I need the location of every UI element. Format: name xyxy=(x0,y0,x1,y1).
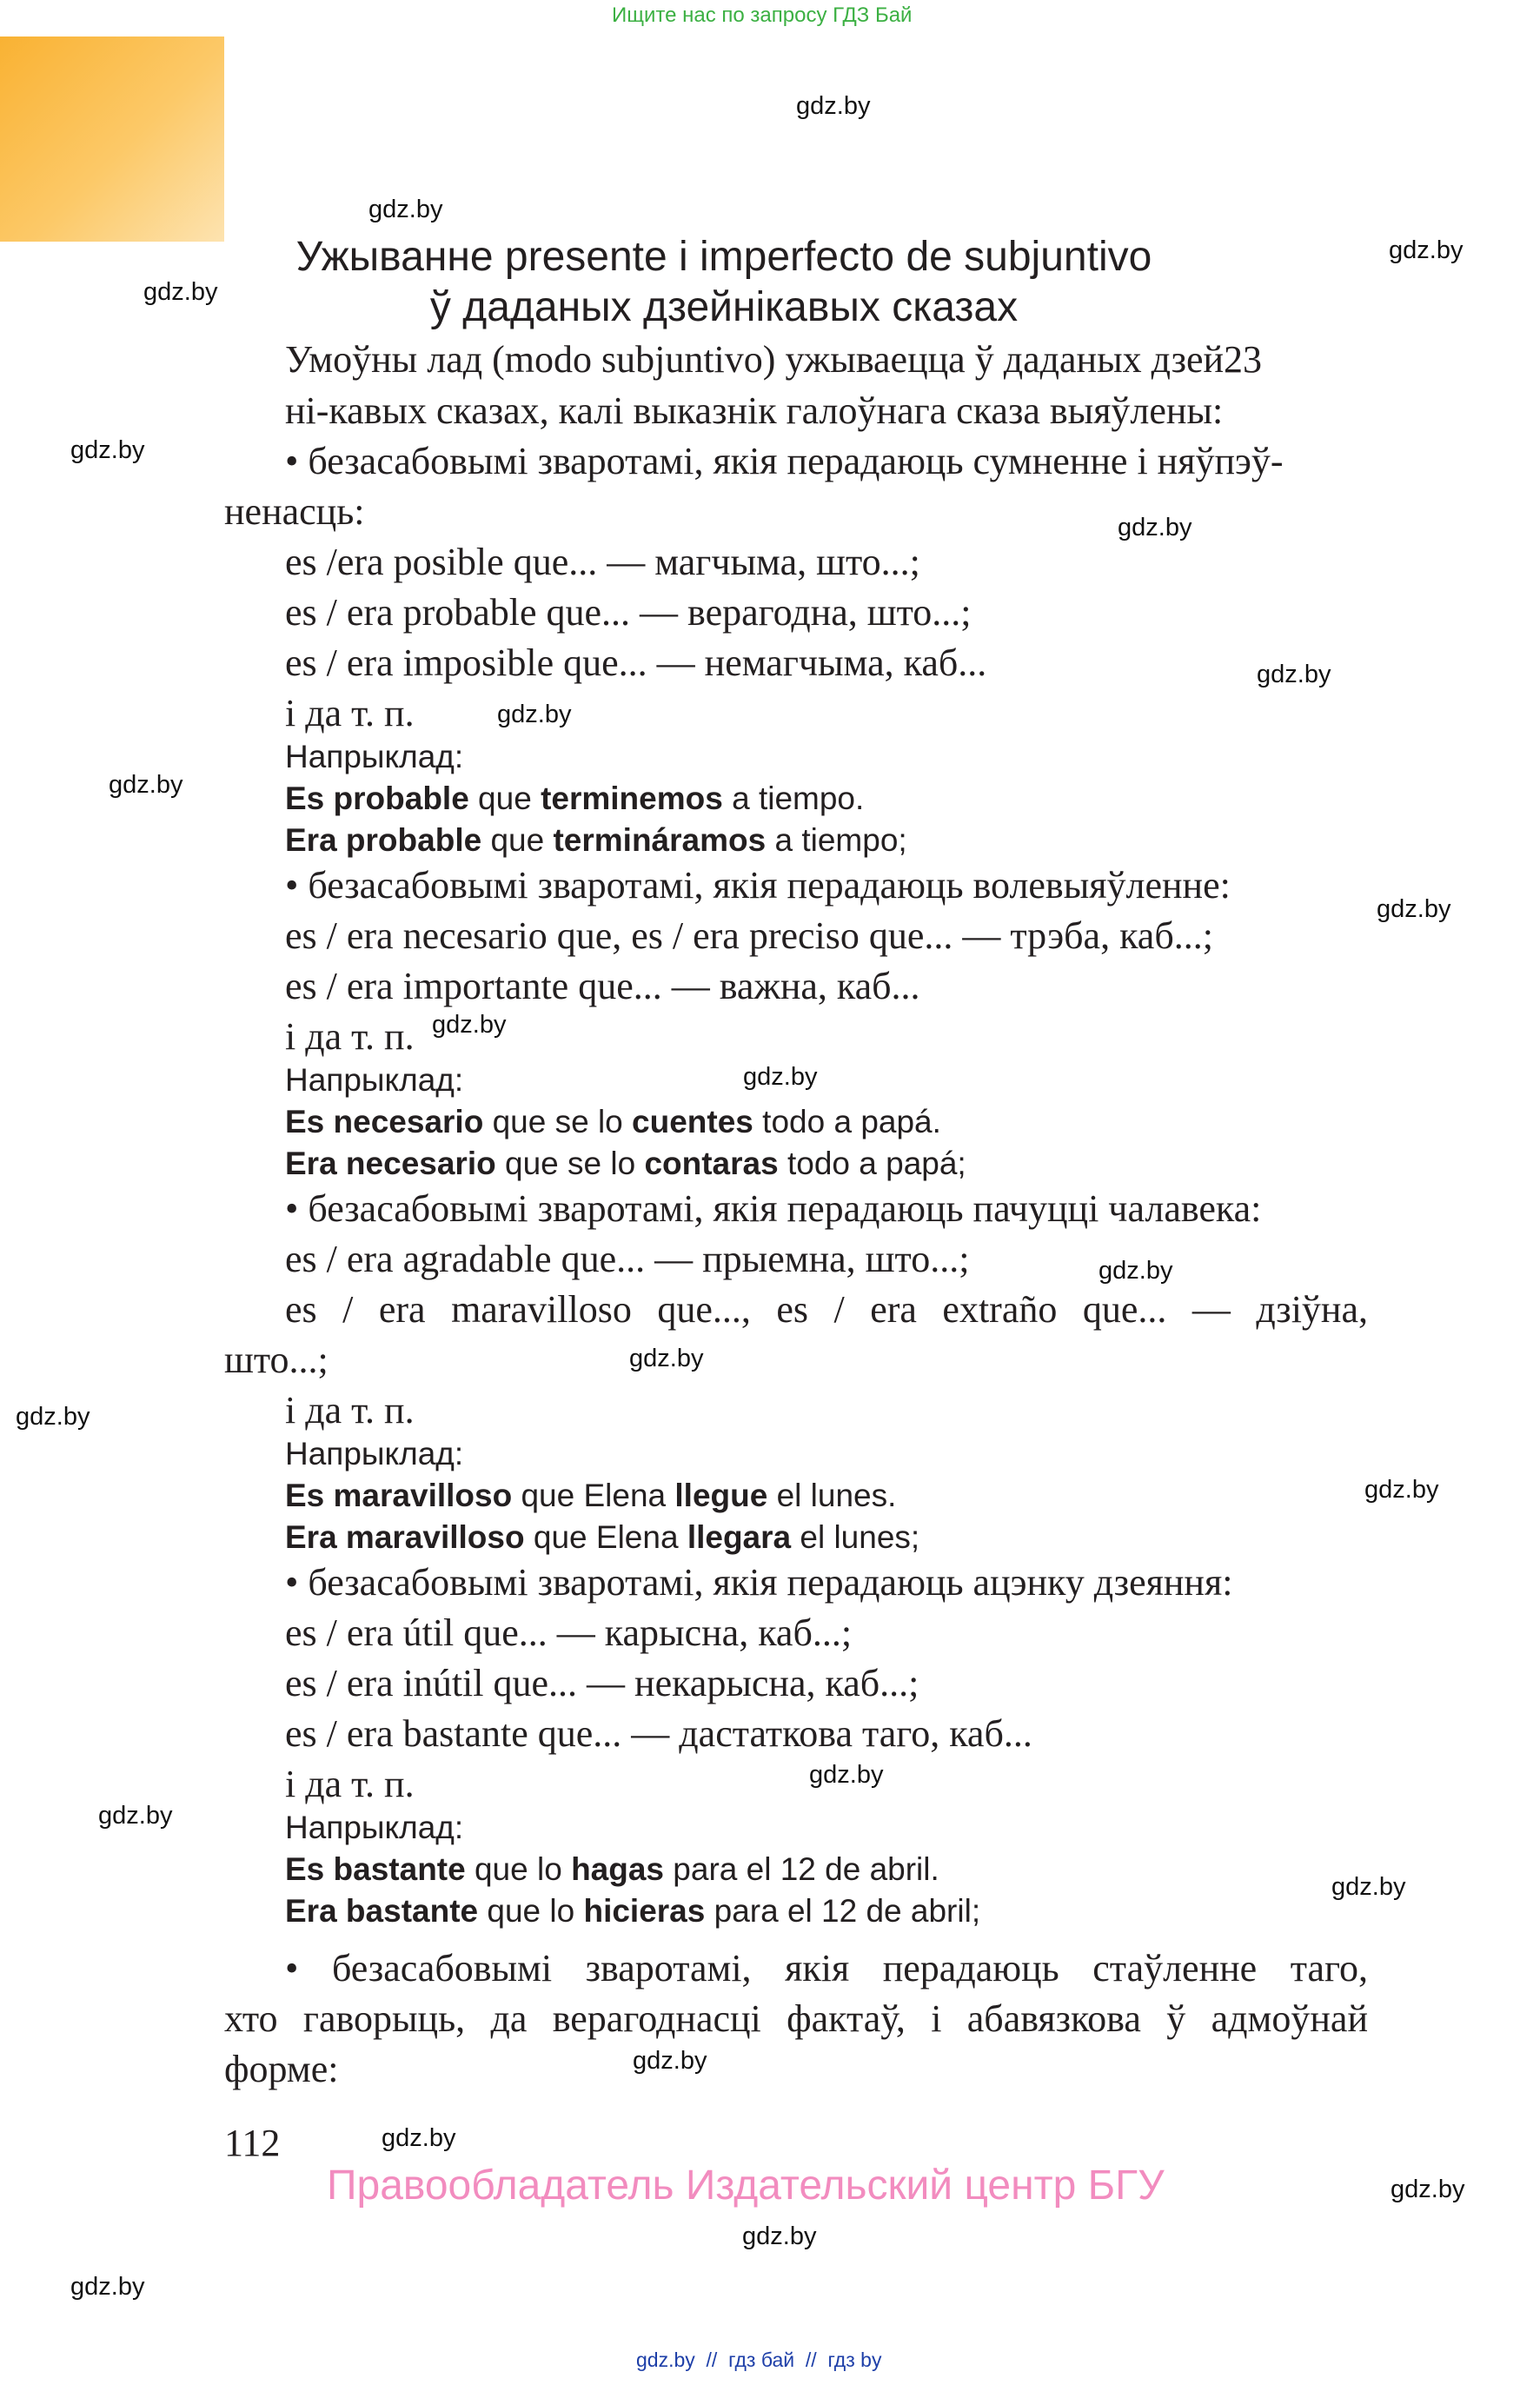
watermark: gdz.by xyxy=(743,1063,818,1091)
sec5-line3: форме: xyxy=(224,2048,339,2090)
watermark: gdz.by xyxy=(143,278,218,306)
section-title-line1: Ужыванне presente i imperfecto de subjuntivo xyxy=(295,234,1152,280)
sec4-item: es / era inútil que... — некарысна, каб...; xyxy=(285,1662,919,1704)
top-search-hint[interactable]: Ищите нас по запросу ГДЗ Бай xyxy=(612,3,913,27)
sec3-example-1: Es maravilloso que Elena llegue el lunes. xyxy=(285,1478,897,1513)
sec4-item: es / era útil que... — карысна, каб...; xyxy=(285,1611,853,1654)
sec1-example-label: Напрыклад: xyxy=(285,739,464,774)
page-number: 112 xyxy=(224,2122,281,2164)
sec3-item2-line1: es / era maravilloso que..., es / era extraño que... — дзіўна, xyxy=(285,1288,1368,1331)
watermark: gdz.by xyxy=(1391,2176,1465,2203)
watermark: gdz.by xyxy=(1377,895,1451,923)
sec3-item2-line2: што...; xyxy=(224,1339,329,1381)
watermark: gdz.by xyxy=(1118,514,1192,541)
watermark: gdz.by xyxy=(432,1011,507,1039)
watermark: gdz.by xyxy=(98,1802,173,1830)
sec4-etc: і да т. п. xyxy=(285,1763,415,1805)
watermark: gdz.by xyxy=(497,701,572,728)
intro-line1: Умоўны лад (modo subjuntivo) ужываецца ў даданых дзей23 xyxy=(285,338,1263,381)
intro-line2: ні-кавых сказах, калі выказнік галоўнага сказа выяўлены: xyxy=(285,389,1224,432)
sec2-example-label: Напрыклад: xyxy=(285,1062,464,1098)
watermark: gdz.by xyxy=(368,196,443,223)
sec3-bullet: • безасабовымі зваротамі, якія перадаюць пачуцці чалавека: xyxy=(285,1187,1262,1230)
sec2-example-2: Era necesario que se lo contaras todo a papá; xyxy=(285,1146,966,1181)
watermark: gdz.by xyxy=(629,1345,704,1372)
watermark: gdz.by xyxy=(1364,1476,1439,1504)
sec1-example-1: Es probable que terminemos a tiempo. xyxy=(285,781,865,816)
sec4-example-1: Es bastante que lo hagas para el 12 de abril. xyxy=(285,1851,939,1887)
sec3-example-label: Напрыклад: xyxy=(285,1436,464,1472)
watermark: gdz.by xyxy=(16,1403,90,1431)
sec2-item: es / era importante que... — важна, каб... xyxy=(285,965,920,1007)
sec3-item1: es / era agradable que... — прыемна, што...; xyxy=(285,1238,970,1280)
sec1-item: es /era posible que... — магчыма, што...; xyxy=(285,541,920,583)
watermark: gdz.by xyxy=(742,2222,817,2250)
sec4-example-label: Напрыклад: xyxy=(285,1810,464,1845)
sec2-bullet: • безасабовымі зваротамі, якія перадаюць волевыяўленне: xyxy=(285,864,1231,907)
sec1-bullet-line1: • безасабовымі зваротамі, якія перадаюць сумненне і няўпэў- xyxy=(285,440,1284,482)
watermark: gdz.by xyxy=(382,2124,456,2152)
watermark: gdz.by xyxy=(70,436,145,464)
sec1-bullet-line2: ненасць: xyxy=(224,490,365,533)
sec1-item: es / era probable que... — верагодна, што...; xyxy=(285,591,972,634)
footer-links[interactable]: gdz.by // гдз бай // гдз by xyxy=(636,2348,882,2371)
watermark: gdz.by xyxy=(1257,661,1331,688)
corner-decoration xyxy=(0,37,224,242)
sec1-etc: і да т. п. xyxy=(285,692,415,734)
sec2-etc: і да т. п. xyxy=(285,1015,415,1058)
sec3-etc: і да т. п. xyxy=(285,1389,415,1432)
watermark: gdz.by xyxy=(109,771,183,799)
watermark: gdz.by xyxy=(1331,1873,1406,1901)
watermark: gdz.by xyxy=(1389,236,1464,264)
watermark: gdz.by xyxy=(70,2273,145,2301)
section-title-line2: ў даданых дзейнікавых сказах xyxy=(429,284,1019,330)
sec4-bullet: • безасабовымі зваротамі, якія перадаюць ацэнку дзеяння: xyxy=(285,1561,1233,1604)
watermark: gdz.by xyxy=(1099,1257,1173,1285)
sec4-example-2: Era bastante que lo hicieras para el 12 de abril; xyxy=(285,1893,981,1929)
sec5-line1: • безасабовымі зваротамі, якія перадаюць стаўленне таго, xyxy=(285,1947,1368,1990)
sec3-example-2: Era maravilloso que Elena llegara el lunes; xyxy=(285,1519,920,1555)
sec1-item: es / era imposible que... — немагчыма, каб... xyxy=(285,641,987,684)
sec2-item: es / era necesario que, es / era preciso que... — трэба, каб...; xyxy=(285,914,1213,957)
sec2-example-1: Es necesario que se lo cuentes todo a papá. xyxy=(285,1104,941,1139)
copyright-holder: Правообладатель Издательский центр БГУ xyxy=(327,2162,1165,2209)
watermark: gdz.by xyxy=(796,92,871,120)
sec5-line2: хто гаворыць, да верагоднасці фактаў, і абавязкова ў адмоўнай xyxy=(224,1997,1368,2040)
sec1-example-2: Era probable que termináramos a tiempo; xyxy=(285,822,907,858)
watermark: gdz.by xyxy=(809,1761,884,1789)
watermark: gdz.by xyxy=(633,2047,707,2075)
sec4-item: es / era bastante que... — дастаткова таго, каб... xyxy=(285,1712,1032,1755)
